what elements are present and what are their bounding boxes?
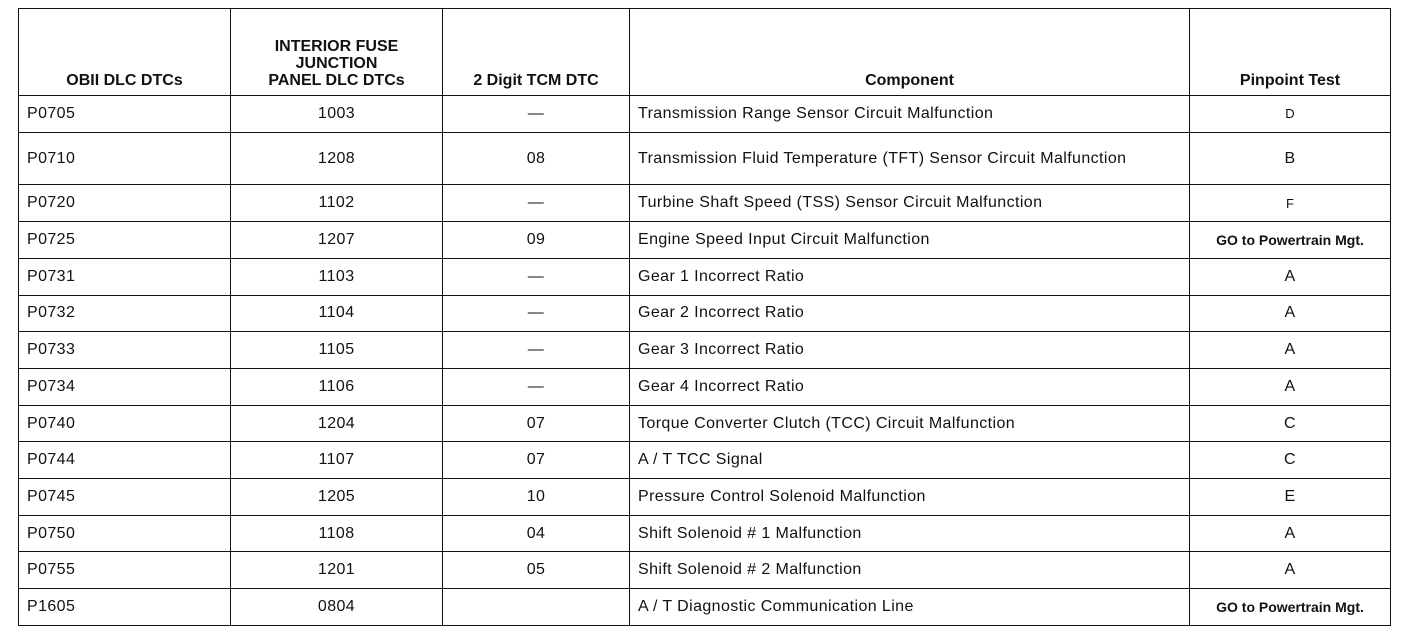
obd-cell: P0732 xyxy=(19,295,231,332)
fuse-dtc-cell: 1204 xyxy=(231,405,443,442)
header-pinpoint: Pinpoint Test xyxy=(1190,9,1391,96)
header-obd: OBII DLC DTCs xyxy=(19,9,231,96)
obd-cell: P0720 xyxy=(19,185,231,222)
component-cell: Transmission Range Sensor Circuit Malfunction xyxy=(630,96,1190,133)
table-row xyxy=(19,368,1391,405)
header-fuse-line3: PANEL DLC DTCs xyxy=(268,72,405,89)
obd-cell: P0725 xyxy=(19,222,231,259)
header-fuse xyxy=(231,9,443,96)
obd-cell: P0755 xyxy=(19,552,231,589)
pinpoint-test-cell: A xyxy=(1190,295,1391,332)
obd-cell: P1605 xyxy=(19,589,231,626)
fuse-dtc-cell: 1207 xyxy=(231,222,443,259)
pinpoint-test-cell: A xyxy=(1190,515,1391,552)
tcm-dtc-cell xyxy=(443,589,630,626)
pinpoint-test-cell: A xyxy=(1190,368,1391,405)
fuse-dtc-cell: 1108 xyxy=(231,515,443,552)
component-cell: Gear 1 Incorrect Ratio xyxy=(630,258,1190,295)
fuse-dtc-cell: 1201 xyxy=(231,552,443,589)
tcm-dtc-cell: 04 xyxy=(443,515,630,552)
pinpoint-test-cell: E xyxy=(1190,479,1391,516)
tcm-dtc-cell: 08 xyxy=(443,132,630,185)
component-cell: Torque Converter Clutch (TCC) Circuit Malfunction xyxy=(630,405,1190,442)
header-row xyxy=(19,9,1391,96)
table-row xyxy=(19,258,1391,295)
component-cell: Turbine Shaft Speed (TSS) Sensor Circuit Malfunction xyxy=(630,185,1190,222)
table-row xyxy=(19,515,1391,552)
table-row xyxy=(19,132,1391,185)
header-fuse-line1: INTERIOR FUSE xyxy=(274,38,399,55)
fuse-dtc-cell: 0804 xyxy=(231,589,443,626)
tcm-dtc-cell: — xyxy=(443,185,630,222)
tcm-dtc-cell: — xyxy=(443,258,630,295)
tcm-dtc-cell: — xyxy=(443,96,630,133)
component-cell: Gear 3 Incorrect Ratio xyxy=(630,332,1190,369)
fuse-dtc-cell: 1105 xyxy=(231,332,443,369)
tcm-dtc-cell: — xyxy=(443,368,630,405)
obd-cell: P0705 xyxy=(19,96,231,133)
pinpoint-test-cell: A xyxy=(1190,258,1391,295)
fuse-dtc-cell: 1003 xyxy=(231,96,443,133)
pinpoint-test-cell: A xyxy=(1190,332,1391,369)
tcm-dtc-cell: — xyxy=(443,295,630,332)
pinpoint-test-cell: F xyxy=(1190,185,1391,222)
fuse-dtc-cell: 1205 xyxy=(231,479,443,516)
tcm-dtc-cell: 09 xyxy=(443,222,630,259)
obd-cell: P0740 xyxy=(19,405,231,442)
dtc-table xyxy=(18,8,1391,626)
obd-cell: P0734 xyxy=(19,368,231,405)
pinpoint-test-cell: A xyxy=(1190,552,1391,589)
table-body xyxy=(19,96,1391,626)
table-row xyxy=(19,589,1391,626)
fuse-dtc-cell: 1106 xyxy=(231,368,443,405)
table-row xyxy=(19,295,1391,332)
table-row xyxy=(19,442,1391,479)
component-cell: A / T TCC Signal xyxy=(630,442,1190,479)
component-cell: Pressure Control Solenoid Malfunction xyxy=(630,479,1190,516)
table-row xyxy=(19,552,1391,589)
component-cell: Shift Solenoid # 1 Malfunction xyxy=(630,515,1190,552)
pinpoint-test-cell: C xyxy=(1190,405,1391,442)
component-cell: Engine Speed Input Circuit Malfunction xyxy=(630,222,1190,259)
fuse-dtc-cell: 1104 xyxy=(231,295,443,332)
fuse-dtc-cell: 1208 xyxy=(231,132,443,185)
table-row xyxy=(19,222,1391,259)
fuse-dtc-cell: 1103 xyxy=(231,258,443,295)
pinpoint-test-cell: GO to Powertrain Mgt. xyxy=(1190,222,1391,259)
table-row xyxy=(19,405,1391,442)
pinpoint-test-cell: C xyxy=(1190,442,1391,479)
tcm-dtc-cell: 07 xyxy=(443,405,630,442)
tcm-dtc-cell: — xyxy=(443,332,630,369)
obd-cell: P0731 xyxy=(19,258,231,295)
tcm-dtc-cell: 07 xyxy=(443,442,630,479)
header-component: Component xyxy=(630,9,1190,96)
fuse-dtc-cell: 1107 xyxy=(231,442,443,479)
obd-cell: P0745 xyxy=(19,479,231,516)
table-row xyxy=(19,332,1391,369)
obd-cell: P0710 xyxy=(19,132,231,185)
tcm-dtc-cell: 05 xyxy=(443,552,630,589)
pinpoint-test-cell: B xyxy=(1190,132,1391,185)
component-cell: Shift Solenoid # 2 Malfunction xyxy=(630,552,1190,589)
obd-cell: P0733 xyxy=(19,332,231,369)
fuse-dtc-cell: 1102 xyxy=(231,185,443,222)
table-row xyxy=(19,96,1391,133)
tcm-dtc-cell: 10 xyxy=(443,479,630,516)
header-tcm: 2 Digit TCM DTC xyxy=(443,9,630,96)
pinpoint-test-cell: GO to Powertrain Mgt. xyxy=(1190,589,1391,626)
table-row xyxy=(19,185,1391,222)
obd-cell: P0750 xyxy=(19,515,231,552)
component-cell: Transmission Fluid Temperature (TFT) Sensor Circuit Malfunction xyxy=(630,132,1190,185)
table-row xyxy=(19,479,1391,516)
component-cell: Gear 2 Incorrect Ratio xyxy=(630,295,1190,332)
obd-cell: P0744 xyxy=(19,442,231,479)
header-fuse-line2: JUNCTION xyxy=(295,55,378,72)
component-cell: A / T Diagnostic Communication Line xyxy=(630,589,1190,626)
pinpoint-test-cell: D xyxy=(1190,96,1391,133)
component-cell: Gear 4 Incorrect Ratio xyxy=(630,368,1190,405)
